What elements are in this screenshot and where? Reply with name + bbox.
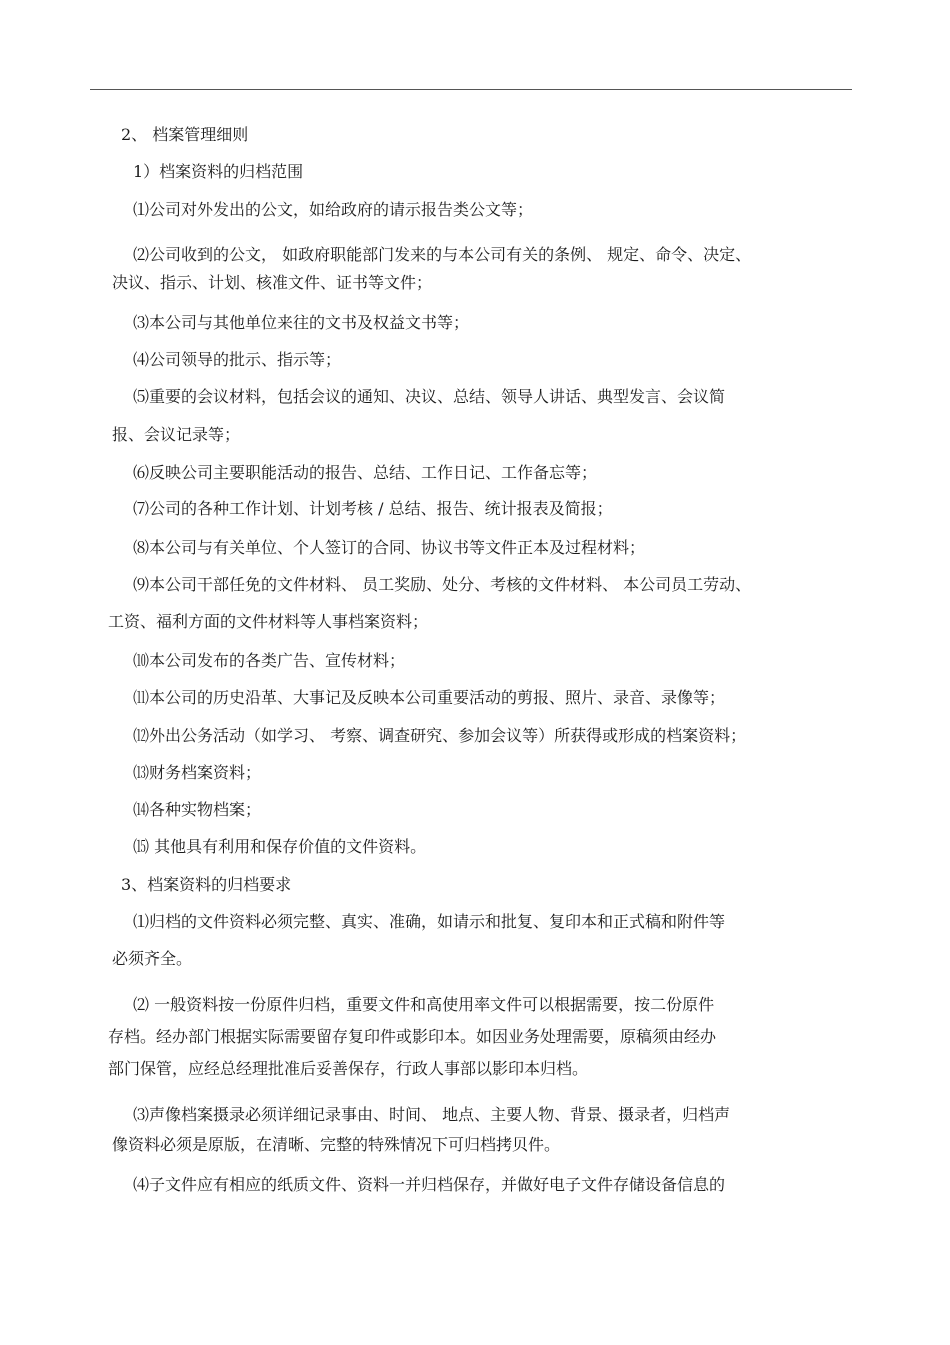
list-item-6: ⑹反映公司主要职能活动的报告、总结、工作日记、工作备忘等； — [133, 463, 598, 482]
subsection-heading-1: 1）档案资料的归档范围 — [133, 162, 304, 181]
list-item-5-cont: 报、会议记录等； — [112, 425, 241, 444]
requirement-2: ⑵ 一般资料按一份原件归档，重要文件和高使用率文件可以根据需要，按二份原件 — [133, 995, 715, 1014]
list-item-4: ⑷公司领导的批示、指示等； — [133, 350, 342, 369]
requirement-2-cont-a: 存档。经办部门根据实际需要留存复印件或影印本。如因业务处理需要，原稿须由经办 — [108, 1027, 717, 1046]
requirement-3-cont: 像资料必须是原版，在清晰、完整的特殊情况下可归档拷贝件。 — [112, 1135, 561, 1154]
section-heading-3: 3、档案资料的归档要求 — [121, 875, 292, 894]
list-item-12: ⑿外出公务活动（如学习、 考察、调查研究、参加会议等）所获得或形成的档案资料； — [133, 726, 747, 745]
list-item-13: ⒀财务档案资料； — [133, 763, 262, 782]
requirement-2-cont-b: 部门保管，应经总经理批准后妥善保存，行政人事部以影印本归档。 — [108, 1059, 589, 1078]
section-heading-2: 2、 档案管理细则 — [121, 125, 249, 144]
list-item-15: ⒂ 其他具有利用和保存价值的文件资料。 — [133, 837, 427, 856]
list-item-7: ⑺公司的各种工作计划、计划考核 / 总结、报告、统计报表及简报； — [133, 499, 613, 518]
list-item-5: ⑸重要的会议材料，包括会议的通知、决议、总结、领导人讲话、典型发言、会议简 — [133, 387, 726, 406]
list-item-3: ⑶本公司与其他单位来往的文书及权益文书等； — [133, 313, 470, 332]
header-rule — [90, 89, 852, 90]
requirement-3: ⑶声像档案摄录必须详细记录事由、时间、 地点、主要人物、背景、摄录者，归档声 — [133, 1105, 731, 1124]
requirement-4: ⑷子文件应有相应的纸质文件、资料一并归档保存，并做好电子文件存储设备信息的 — [133, 1175, 726, 1194]
requirement-1-cont: 必须齐全。 — [112, 949, 193, 968]
list-item-9-cont: 工资、福利方面的文件材料等人事档案资料； — [108, 612, 429, 631]
list-item-2: ⑵公司收到的公文， 如政府职能部门发来的与本公司有关的条例、 规定、命令、决定、 — [133, 245, 752, 264]
list-item-14: ⒁各种实物档案； — [133, 800, 262, 819]
list-item-2-cont: 决议、指示、计划、核准文件、证书等文件； — [112, 273, 433, 292]
list-item-10: ⑽本公司发布的各类广告、宣传材料； — [133, 651, 406, 670]
list-item-8: ⑻本公司与有关单位、个人签订的合同、协议书等文件正本及过程材料； — [133, 538, 646, 557]
list-item-1: ⑴公司对外发出的公文，如给政府的请示报告类公文等； — [133, 200, 534, 219]
list-item-11: ⑾本公司的历史沿革、大事记及反映本公司重要活动的剪报、照片、录音、录像等； — [133, 688, 726, 707]
requirement-1: ⑴归档的文件资料必须完整、真实、准确，如请示和批复、复印本和正式稿和附件等 — [133, 912, 726, 931]
list-item-9: ⑼本公司干部任免的文件材料、 员工奖励、处分、考核的文件材料、 本公司员工劳动、 — [133, 575, 752, 594]
